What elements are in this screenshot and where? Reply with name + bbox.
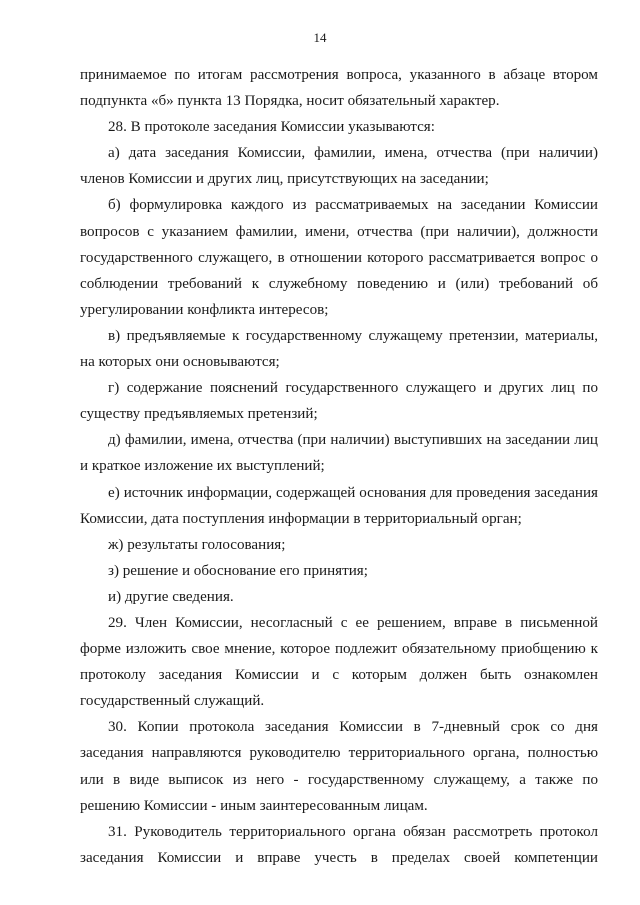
paragraph-28-z: з) решение и обоснование его принятия; — [108, 562, 368, 579]
paragraph-28-g: г) содержание пояснений государственного служащего и других лиц по существу предъявляемых претензий; — [80, 380, 598, 423]
paragraph-30: 30. Копии протокола заседания Комиссии в 7-дневный срок со дня заседания направляются руководителю территориального органа, полностью или в виде выписок из него - государственному служащему, а также по решению Комиссии - иным заинтересованным лицам. — [80, 719, 598, 814]
paragraph-28-zh: ж) результаты голосования; — [108, 536, 286, 553]
paragraph-28-i: и) другие сведения. — [108, 588, 234, 605]
page-number: 14 — [313, 30, 327, 45]
paragraph-28-b: б) формулировка каждого из рассматриваемых на заседании Комиссии вопросов с указанием фамилии, имени, отчества (при наличии), должности государственного служащего, в отношении которого рассматривается вопрос о соблюдении требований к служебному поведению и (или) требований об урегулировании конфликта интересов; — [80, 197, 598, 318]
document-body — [80, 62, 598, 871]
paragraph-31: 31. Руководитель территориального органа обязан рассмотреть протокол заседания Комиссии и вправе учесть в пределах своей компетенции — [80, 823, 598, 866]
paragraph-28-a: а) дата заседания Комиссии, фамилии, имена, отчества (при наличии) членов Комиссии и других лиц, присутствующих на заседании; — [80, 145, 598, 188]
paragraph-28-v: в) предъявляемые к государственному служащему претензии, материалы, на которых они основываются; — [80, 327, 598, 371]
paragraph-28-e: е) источник информации, содержащей основания для проведения заседания Комиссии, дата поступления информации в территориальный орган; — [80, 484, 598, 527]
paragraph-28-d: д) фамилии, имена, отчества (при наличии) выступивших на заседании лиц и краткое изложение их выступлений; — [80, 432, 598, 475]
paragraph-29: 29. Член Комиссии, несогласный с ее решением, вправе в письменной форме изложить свое мнение, которое подлежит обязательному приобщению к протоколу заседания Комиссии и с которым должен быть ознакомлен государственный служащий. — [80, 614, 598, 710]
paragraph-28: 28. В протоколе заседания Комиссии указываются: — [108, 119, 435, 136]
paragraph-continuation: принимаемое по итогам рассмотрения вопроса, указанного в абзаце втором подпункта «б» пункта 13 Порядка, носит обязательный характер. — [80, 67, 598, 110]
